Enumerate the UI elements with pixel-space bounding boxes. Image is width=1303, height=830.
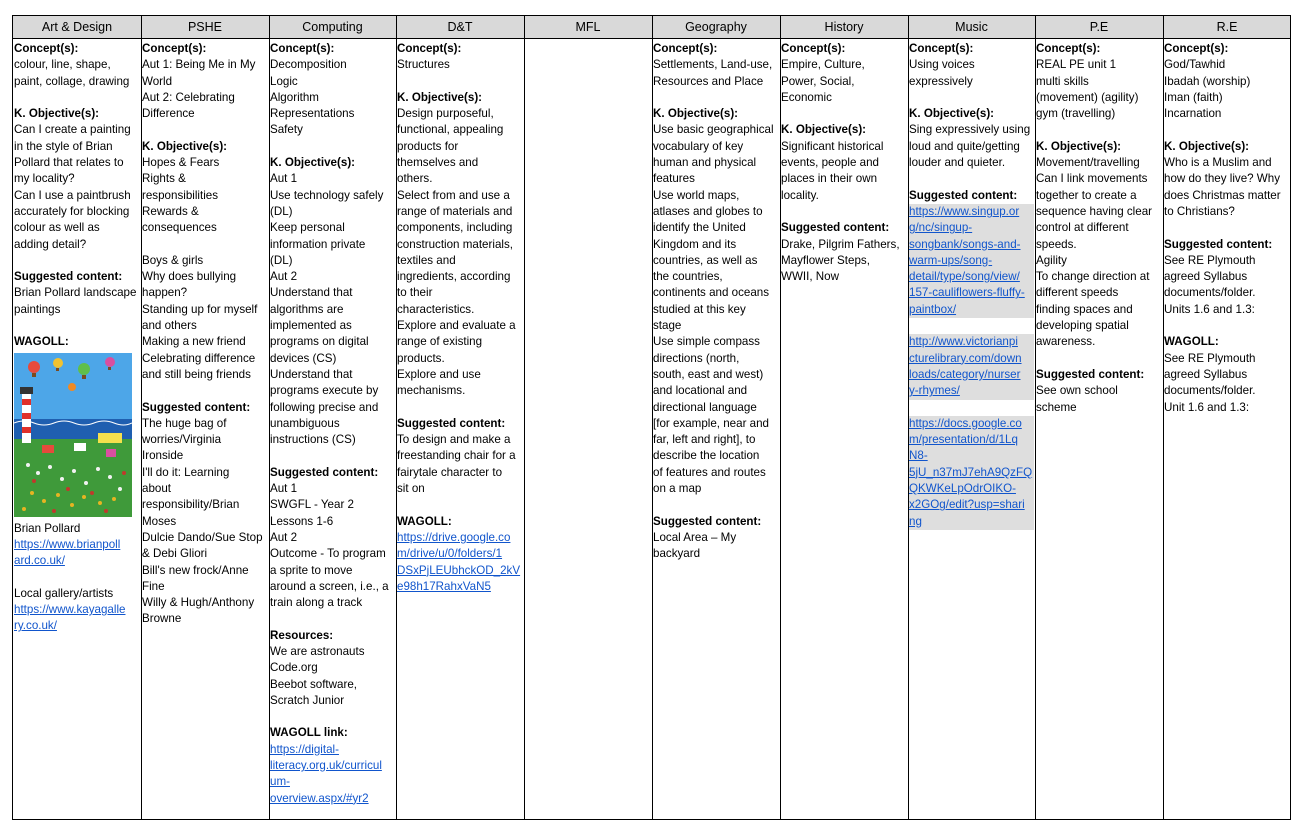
cell-text: ingredients, according (397, 270, 511, 284)
cell-text: To change direction at (1036, 270, 1150, 284)
blank-line (653, 90, 779, 106)
section-label-wagoll-link: WAGOLL link: (270, 726, 348, 740)
cell-text: Willy & Hugh/Anthony (142, 596, 255, 610)
column-geography (653, 41, 779, 563)
cell-text: (DL) (270, 204, 293, 218)
cell-text: Aut 1: Being Me in My (142, 58, 256, 72)
cell-text: (DL) (270, 253, 293, 267)
cell-text: Movement/travelling (1036, 156, 1140, 170)
cell-text: Drake, Pilgrim Fathers, (781, 237, 900, 251)
cell-text: Resources and Place (653, 74, 764, 88)
cell-text: different speeds (1036, 286, 1119, 300)
cell-link[interactable]: e98h17RahxVaN5 (397, 579, 491, 593)
cell-text: Rewards & (142, 204, 199, 218)
cell-text: vocabulary of key (653, 139, 744, 153)
cell-text: God/Tawhid (1164, 58, 1226, 72)
cell-link[interactable]: https://drive.google.co (397, 530, 511, 544)
cell-text: multi skills (1036, 74, 1089, 88)
cell-text: agreed Syllabus (1164, 367, 1248, 381)
cell-link[interactable]: detail/type/song/view/ (909, 269, 1034, 285)
cell-text: Moses (142, 514, 177, 528)
section-label-k-objective-s: K. Objective(s): (653, 107, 739, 121)
blank-line (1164, 220, 1290, 236)
cell-text: paint, collage, drawing (14, 74, 130, 88)
cell-link[interactable]: m/presentation/d/1Lq (909, 432, 1034, 448)
cell-link[interactable]: paintbox/ (909, 302, 1034, 318)
cell-text: places in their own (781, 172, 878, 186)
cell-text: Pollard that relates to (14, 156, 124, 170)
cell-text: scheme (1036, 400, 1077, 414)
blank-line (142, 122, 268, 138)
cell-text: Local Area – My (653, 530, 737, 544)
cell-text: Outcome - To program (270, 547, 386, 561)
cell-link[interactable]: https://www.brianpoll (14, 537, 121, 551)
cell-text: Hopes & Fears (142, 156, 220, 170)
header-re: R.E (1216, 20, 1238, 34)
section-label-concept-s: Concept(s): (14, 42, 79, 55)
blank-line (14, 570, 140, 586)
column-pe (1036, 41, 1162, 416)
cell-text: Settlements, Land-use, (653, 58, 773, 72)
cell-link[interactable]: um- (270, 775, 290, 789)
cell-text: Beebot software, (270, 677, 358, 691)
cell-text: Scratch Junior (270, 693, 345, 707)
cell-link[interactable]: ng (909, 514, 1034, 530)
section-label-k-objective-s: K. Objective(s): (1164, 139, 1250, 153)
cell-text: freestanding chair for a (397, 449, 516, 463)
cell-text: See RE Plymouth (1164, 351, 1256, 365)
cell-text: mechanisms. (397, 384, 466, 398)
cell-text: Aut 1 (270, 482, 298, 496)
cell-text: speeds. (1036, 237, 1077, 251)
column-design-technology (397, 41, 523, 595)
section-label-concept-s: Concept(s): (142, 42, 207, 55)
cell-text: programs on digital (270, 335, 369, 349)
cell-text: SWGFL - Year 2 (270, 498, 354, 512)
cell-text: devices (CS) (270, 351, 337, 365)
blank-line (1036, 122, 1162, 138)
cell-link[interactable]: warm-ups/song- (909, 253, 1034, 269)
cell-text: Mayflower Steps, (781, 253, 870, 267)
cell-text: events, people and (781, 156, 879, 170)
cell-link[interactable]: m/drive/u/0/folders/1 (397, 547, 503, 561)
cell-text: stage (653, 319, 682, 333)
cell-text: algorithms are (270, 302, 344, 316)
blank-line (14, 253, 140, 269)
cell-text: together to create a (1036, 188, 1137, 202)
cell-text: WWII, Now (781, 270, 839, 284)
cell-text: consequences (142, 221, 217, 235)
cell-text: Aut 1 (270, 172, 298, 186)
column-pshe (142, 41, 268, 628)
section-label-k-objective-s: K. Objective(s): (142, 139, 228, 153)
blank-line (781, 106, 907, 122)
blank-line (909, 171, 1034, 187)
cell-text: Can I create a painting (14, 123, 131, 137)
section-label-concept-s: Concept(s): (653, 42, 718, 55)
cell-link[interactable]: https://digital- (270, 742, 339, 756)
cell-link[interactable]: 157-cauliflowers-fluffy- (909, 285, 1034, 301)
cell-text: developing spatial (1036, 319, 1129, 333)
section-label-k-objective-s: K. Objective(s): (781, 123, 867, 137)
cell-text: identify the United (653, 221, 746, 235)
cell-text: Unit 1.6 and 1.3: (1164, 400, 1250, 414)
section-label-concept-s: Concept(s): (781, 42, 846, 55)
blank-line (14, 318, 140, 334)
cell-text: Use world maps, (653, 188, 740, 202)
cell-text: south, east and west) (653, 367, 764, 381)
cell-text: to Christians? (1164, 204, 1235, 218)
cell-text: Power, Social, (781, 74, 855, 88)
header-pshe: PSHE (187, 20, 223, 34)
cell-text: documents/folder. (1164, 286, 1256, 300)
cell-text: To design and make a (397, 433, 511, 447)
cell-text: & Debi Gliori (142, 547, 208, 561)
cell-text: Understand that (270, 286, 353, 300)
cell-text: Browne (142, 612, 182, 626)
blank-line (1164, 122, 1290, 138)
cell-text: Aut 2 (270, 530, 298, 544)
cell-text: Using voices (909, 58, 975, 72)
cell-text: products for (397, 139, 459, 153)
cell-text: Bill's new frock/Anne (142, 563, 249, 577)
cell-text: functional, appealing (397, 123, 504, 137)
cell-text: atlases and globes to (653, 204, 763, 218)
section-label-concept-s: Concept(s): (909, 42, 974, 55)
cell-text: Boys & girls (142, 253, 204, 267)
cell-text: Units 1.6 and 1.3: (1164, 302, 1255, 316)
cell-text: Lessons 1-6 (270, 514, 334, 528)
cell-link[interactable]: cturelibrary.com/down (909, 351, 1034, 367)
blank-line (14, 90, 140, 106)
cell-text: Representations (270, 107, 355, 121)
cell-text: characteristics. (397, 302, 475, 316)
section-label-k-objective-s: K. Objective(s): (1036, 139, 1122, 153)
cell-text: far, left and right], to (653, 433, 756, 447)
cell-text: Sing expressively using (909, 123, 1031, 137)
cell-text: Difference (142, 107, 195, 121)
cell-text: Aut 2: Celebrating (142, 90, 235, 104)
cell-text: Standing up for myself (142, 302, 258, 316)
cell-text: how do they live? Why (1164, 172, 1280, 186)
cell-text: Design purposeful, (397, 107, 494, 121)
cell-text: to their (397, 286, 433, 300)
cell-link[interactable]: N8- (909, 448, 1034, 464)
cell-text: Ibadah (worship) (1164, 74, 1251, 88)
blank-line (270, 448, 395, 464)
cell-text: Who is a Muslim and (1164, 156, 1272, 170)
blank-line (270, 611, 395, 627)
cell-text: responsibilities (142, 188, 219, 202)
cell-text: directions (north, (653, 351, 740, 365)
cell-text: Significant historical (781, 139, 884, 153)
cell-text: louder and quieter. (909, 156, 1006, 170)
cell-text: REAL PE unit 1 (1036, 58, 1117, 72)
cell-text: Brian Pollard (14, 521, 81, 535)
cell-link[interactable]: DSxPjLEUbhckOD_2kV (397, 563, 521, 577)
cell-text: Explore and use (397, 367, 481, 381)
cell-text: Code.org (270, 661, 318, 675)
cell-text: implemented as (270, 319, 352, 333)
cell-text: See RE Plymouth (1164, 253, 1256, 267)
cell-text: my locality? (14, 172, 75, 186)
blank-line (1036, 351, 1162, 367)
blank-line (270, 139, 395, 155)
cell-text: on a map (653, 482, 702, 496)
cell-text: Explore and evaluate a (397, 319, 516, 333)
cell-text: of features and routes (653, 465, 766, 479)
cell-text: Incarnation (1164, 107, 1222, 121)
cell-text: control at different (1036, 221, 1129, 235)
section-label-concept-s: Concept(s): (1036, 42, 1101, 55)
cell-text: The huge bag of (142, 416, 227, 430)
cell-text: Aut 2 (270, 270, 298, 284)
cell-text: the countries, (653, 270, 723, 284)
blank-line (142, 383, 268, 399)
cell-link[interactable]: ry.co.uk/ (14, 619, 57, 633)
section-label-suggested-content: Suggested content: (142, 400, 251, 414)
cell-text: Select from and use a (397, 188, 510, 202)
cell-link[interactable]: https://www.kayagalle (14, 603, 126, 617)
cell-text: colour, line, shape, (14, 58, 111, 72)
cell-text: Empire, Culture, (781, 58, 865, 72)
cell-link[interactable]: ard.co.uk/ (14, 554, 65, 568)
cell-text: locality. (781, 188, 819, 202)
cell-link[interactable]: g/nc/singup- (909, 220, 1034, 236)
section-label-k-objective-s: K. Objective(s): (909, 107, 995, 121)
cell-text: does Christmas matter (1164, 188, 1281, 202)
cell-link[interactable]: x2GOg/edit?usp=shari (909, 497, 1034, 513)
blank-line (397, 74, 523, 90)
section-label-k-objective-s: K. Objective(s): (270, 156, 356, 170)
cell-text: Celebrating difference (142, 351, 256, 365)
blank-line (270, 709, 395, 725)
header-art: Art & Design (41, 20, 113, 34)
cell-text: Algorithm (270, 90, 319, 104)
cell-link[interactable]: songbank/songs-and- (909, 237, 1034, 253)
cell-text: paintings (14, 302, 61, 316)
cell-text: fairytale character to (397, 465, 503, 479)
cell-link[interactable]: https://docs.google.co (909, 416, 1034, 432)
cell-text: Use simple compass (653, 335, 760, 349)
cell-text: others. (397, 172, 433, 186)
cell-text: Keep personal (270, 221, 345, 235)
section-label-suggested-content: Suggested content: (653, 514, 762, 528)
cell-text: documents/folder. (1164, 384, 1256, 398)
cell-link[interactable]: y-rhymes/ (909, 383, 1034, 399)
cell-text: unambiguous (270, 416, 340, 430)
cell-text: gym (travelling) (1036, 107, 1116, 121)
cell-text: range of materials and (397, 204, 513, 218)
section-label-suggested-content: Suggested content: (270, 465, 379, 479)
cell-link[interactable]: literacy.org.uk/curricul (270, 759, 382, 773)
cell-text: themselves and (397, 156, 479, 170)
cell-link[interactable]: loads/category/nurser (909, 367, 1034, 383)
cell-text: [for example, near and (653, 416, 770, 430)
cell-text: Can I link movements (1036, 172, 1148, 186)
header-computing: Computing (302, 20, 363, 34)
cell-text: range of existing (397, 335, 483, 349)
curriculum-table (12, 15, 1291, 820)
cell-text: I'll do it: Learning (142, 465, 230, 479)
cell-text: worries/Virginia (142, 433, 222, 447)
section-label-wagoll: WAGOLL: (14, 335, 69, 349)
cell-text: Dulcie Dando/Sue Stop (142, 530, 263, 544)
cell-text: directional language (653, 400, 757, 414)
cell-text: instructions (CS) (270, 433, 356, 447)
cell-text: Use basic geographical (653, 123, 774, 137)
cell-link[interactable]: https://www.singup.or (909, 204, 1034, 220)
cell-text: We are astronauts (270, 644, 365, 658)
cell-text: Economic (781, 90, 832, 104)
cell-text: a sprite to move (270, 563, 353, 577)
cell-text: continents and oceans (653, 286, 770, 300)
cell-text: Can I use a paintbrush (14, 188, 131, 202)
cell-text: See own school (1036, 384, 1118, 398)
column-music (909, 41, 1034, 530)
brian-pollard-painting-image (14, 353, 132, 517)
cell-link[interactable]: http://www.victorianpi (909, 334, 1034, 350)
column-art-design (14, 41, 140, 635)
header-pe: P.E (1089, 20, 1109, 34)
cell-text: around a screen, i.e., a (270, 579, 389, 593)
section-label-k-objective-s: K. Objective(s): (397, 90, 483, 104)
cell-text: Rights & (142, 172, 186, 186)
cell-text: Making a new friend (142, 335, 246, 349)
cell-text: textiles and (397, 253, 456, 267)
blank-line (781, 204, 907, 220)
cell-text: Ironside (142, 449, 184, 463)
blank-line (397, 400, 523, 416)
cell-text: construction materials, (397, 237, 513, 251)
cell-text: sequence having clear (1036, 204, 1153, 218)
cell-text: components, including (397, 221, 513, 235)
section-label-suggested-content: Suggested content: (1036, 367, 1145, 381)
header-dt: D&T (447, 20, 473, 34)
blank-line (142, 237, 268, 253)
header-mfl: MFL (575, 20, 601, 34)
cell-text: awareness. (1036, 335, 1096, 349)
cell-text: information private (270, 237, 366, 251)
cell-text: Understand that (270, 367, 353, 381)
cell-link[interactable]: 5jU_n37mJ7ehA9QzFQ (909, 465, 1034, 481)
section-label-suggested-content: Suggested content: (909, 188, 1018, 202)
section-label-resources: Resources: (270, 628, 334, 642)
cell-text: happen? (142, 286, 188, 300)
section-label-concept-s: Concept(s): (1164, 42, 1229, 55)
cell-text: accurately for blocking (14, 204, 130, 218)
cell-text: loud and quite/getting (909, 139, 1020, 153)
cell-text: and still being friends (142, 367, 251, 381)
cell-text: Why does bullying (142, 270, 237, 284)
cell-text: Fine (142, 579, 165, 593)
cell-text: in the style of Brian (14, 139, 113, 153)
section-label-wagoll: WAGOLL: (1164, 335, 1219, 349)
cell-text: World (142, 74, 173, 88)
cell-text: Local gallery/artists (14, 586, 114, 600)
cell-text: Iman (faith) (1164, 90, 1223, 104)
cell-text: features (653, 172, 695, 186)
blank-line (397, 497, 523, 513)
cell-text: human and physical (653, 156, 757, 170)
section-label-suggested-content: Suggested content: (1164, 237, 1273, 251)
cell-text: programs execute by (270, 384, 379, 398)
blank-line (909, 400, 1034, 416)
cell-text: Logic (270, 74, 298, 88)
cell-text: expressively (909, 74, 973, 88)
section-label-k-objective-s: K. Objective(s): (14, 107, 100, 121)
section-label-concept-s: Concept(s): (397, 42, 462, 55)
cell-text: Agility (1036, 253, 1067, 267)
column-divider (524, 16, 525, 819)
cell-text: sit on (397, 482, 425, 496)
section-label-suggested-content: Suggested content: (14, 270, 123, 284)
cell-text: Use technology safely (270, 188, 384, 202)
header-geography: Geography (685, 20, 747, 34)
cell-text: responsibility/Brian (142, 498, 240, 512)
cell-text: Safety (270, 123, 303, 137)
header-history: History (824, 20, 864, 34)
blank-line (653, 497, 779, 513)
cell-link[interactable]: overview.aspx/#yr2 (270, 791, 369, 805)
cell-text: adding detail? (14, 237, 87, 251)
cell-text: train along a track (270, 596, 363, 610)
cell-text: backyard (653, 547, 701, 561)
blank-line (909, 90, 1034, 106)
section-label-suggested-content: Suggested content: (397, 416, 506, 430)
cell-link[interactable]: QKWKeLpOdrOIKO- (909, 481, 1034, 497)
column-computing (270, 41, 395, 807)
cell-text: Decomposition (270, 58, 347, 72)
cell-text: finding spaces and (1036, 302, 1133, 316)
cell-text: and others (142, 319, 197, 333)
cell-text: colour as well as (14, 221, 100, 235)
section-label-suggested-content: Suggested content: (781, 221, 890, 235)
section-label-concept-s: Concept(s): (270, 42, 335, 55)
cell-text: and locational and (653, 384, 748, 398)
blank-line (909, 318, 1034, 334)
cell-text: agreed Syllabus (1164, 270, 1248, 284)
cell-text: about (142, 482, 172, 496)
cell-text: Kingdom and its (653, 237, 737, 251)
column-history (781, 41, 907, 285)
blank-line (1164, 318, 1290, 334)
column-re (1164, 41, 1290, 416)
cell-text: Structures (397, 58, 450, 72)
cell-text: (movement) (agility) (1036, 90, 1139, 104)
section-label-wagoll: WAGOLL: (397, 514, 452, 528)
cell-text: studied at this key (653, 302, 746, 316)
cell-text: countries, as well as (653, 253, 758, 267)
cell-text: describe the location (653, 449, 760, 463)
cell-text: following precise and (270, 400, 379, 414)
header-music: Music (955, 20, 988, 34)
cell-text: products. (397, 351, 445, 365)
cell-text: Brian Pollard landscape (14, 286, 137, 300)
